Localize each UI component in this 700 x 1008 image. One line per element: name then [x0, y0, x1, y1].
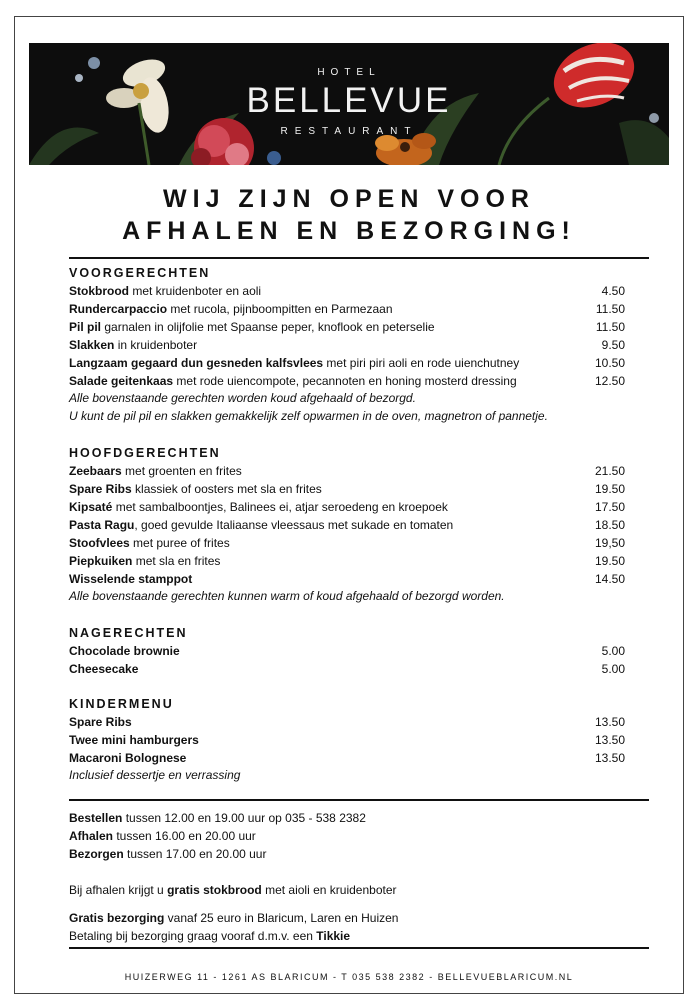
item-price: 5.00	[601, 644, 625, 658]
item-desc: in kruidenboter	[114, 338, 198, 352]
item-price: 9.50	[601, 338, 625, 352]
menu-item	[69, 661, 649, 678]
menu-item	[69, 283, 649, 300]
menu-item	[69, 714, 649, 731]
item-name: Spare Ribs	[69, 715, 132, 729]
headline-line-2: AFHALEN EN BEZORGING!	[122, 217, 576, 245]
item-price: 10.50	[594, 356, 625, 370]
brand-top-label: HOTEL	[317, 67, 381, 78]
item-desc: met groenten en frites	[121, 464, 242, 478]
section-title-voorgerechten: VOORGERECHTEN	[69, 266, 211, 280]
section-note: Alle bovenstaande gerechten worden koud afgehaald of bezorgd.	[69, 391, 416, 405]
menu-item	[69, 301, 649, 318]
divider-middle	[69, 799, 649, 801]
item-desc: met kruidenboter en aoli	[129, 284, 262, 298]
item-desc: met piri piri aoli en rode uienchutney	[323, 356, 520, 370]
item-price: 14.50	[594, 572, 625, 586]
item-name: Pil pil	[69, 320, 102, 334]
item-desc: , goed gevulde Italiaanse vleessaus met sukade en tomaten	[134, 518, 454, 532]
item-price: 13.50	[594, 751, 625, 765]
menu-item	[69, 517, 649, 534]
item-price: 18.50	[594, 518, 625, 532]
section-title-nagerechten: NAGERECHTEN	[69, 626, 188, 640]
item-desc: garnalen in olijfolie met Spaanse peper, knoflook en peterselie	[101, 320, 435, 334]
menu-item	[69, 319, 649, 336]
item-price: 21.50	[594, 464, 625, 478]
menu-item	[69, 535, 649, 552]
menu-item	[69, 463, 649, 480]
item-price: 19,50	[594, 536, 625, 550]
item-price: 19.50	[594, 482, 625, 496]
menu-item	[69, 481, 649, 498]
menu-item	[69, 571, 649, 588]
brand-bottom-label: RESTAURANT	[280, 126, 418, 137]
menu-item	[69, 337, 649, 354]
menu-page	[14, 16, 684, 994]
info-bestellen: Bestellen tussen 12.00 en 19.00 uur op 035 - 538 2382	[69, 811, 366, 825]
item-price: 17.50	[594, 500, 625, 514]
menu-item	[69, 750, 649, 767]
item-name: Cheesecake	[69, 662, 139, 676]
menu-item	[69, 355, 649, 372]
divider-top	[69, 257, 649, 259]
item-price: 13.50	[594, 715, 625, 729]
section-note: Alle bovenstaande gerechten kunnen warm of koud afgehaald of bezorgd worden.	[69, 589, 505, 603]
item-name: Salade geitenkaas	[69, 374, 174, 388]
section-note: Inclusief dessertje en verrassing	[69, 768, 241, 782]
item-name: Kipsaté	[69, 500, 113, 514]
item-desc: klassiek of oosters met sla en frites	[131, 482, 322, 496]
menu-item	[69, 732, 649, 749]
section-note: U kunt de pil pil en slakken gemakkelijk zelf opwarmen in de oven, magnetron of pannetje.	[69, 409, 548, 423]
item-name: Zeebaars	[69, 464, 122, 478]
item-price: 13.50	[594, 733, 625, 747]
menu-item	[69, 553, 649, 570]
menu-item	[69, 643, 649, 660]
item-price: 4.50	[601, 284, 625, 298]
section-title-kindermenu: KINDERMENU	[69, 697, 174, 711]
info-bezorgen: Bezorgen tussen 17.00 en 20.00 uur	[69, 847, 267, 861]
info-betaling: Betaling bij bezorging graag vooraf d.m.v. een Tikkie	[69, 929, 351, 943]
item-desc: met puree of frites	[129, 536, 230, 550]
item-desc: met sla en frites	[132, 554, 221, 568]
item-name: Chocolade brownie	[69, 644, 180, 658]
item-name: Rundercarpaccio	[69, 302, 168, 316]
item-desc: met rode uiencompote, pecannoten en honing mosterd dressing	[173, 374, 517, 388]
orange-flower	[375, 133, 436, 165]
item-price: 5.00	[601, 662, 625, 676]
item-name: Slakken	[69, 338, 115, 352]
header-banner	[29, 43, 669, 165]
item-price: 11.50	[595, 320, 625, 334]
item-name: Macaroni Bolognese	[69, 751, 187, 765]
info-stokbrood: Bij afhalen krijgt u gratis stokbrood met aioli en kruidenboter	[69, 883, 397, 897]
menu-item	[69, 373, 649, 390]
headline-line-1: WIJ ZIJN OPEN VOOR	[163, 185, 535, 213]
item-price: 11.50	[595, 302, 625, 316]
menu-item	[69, 499, 649, 516]
item-price: 12.50	[594, 374, 625, 388]
section-title-hoofdgerechten: HOOFDGERECHTEN	[69, 446, 221, 460]
item-name: Twee mini hamburgers	[69, 733, 199, 747]
brand-logo-name: BELLEVUE	[246, 81, 452, 120]
item-name: Piepkuiken	[69, 554, 133, 568]
item-desc: met rucola, pijnboompitten en Parmezaan	[167, 302, 393, 316]
info-afhalen: Afhalen tussen 16.00 en 20.00 uur	[69, 829, 256, 843]
item-name: Pasta Ragu	[69, 518, 135, 532]
info-gratis-bezorging: Gratis bezorging vanaf 25 euro in Blaricum, Laren en Huizen	[69, 911, 399, 925]
divider-bottom	[69, 947, 649, 949]
item-name: Langzaam gegaard dun gesneden kalfsvlees	[69, 356, 324, 370]
item-name: Wisselende stamppot	[69, 572, 193, 586]
item-desc: met sambalboontjes, Balinees ei, atjar seroedeng en kroepoek	[112, 500, 448, 514]
item-name: Stokbrood	[69, 284, 129, 298]
footer-address: HUIZERWEG 11 - 1261 AS BLARICUM - T 035 538 2382 - BELLEVUEBLARICUM.NL	[124, 972, 574, 982]
item-name: Spare Ribs	[69, 482, 132, 496]
item-price: 19.50	[594, 554, 625, 568]
item-name: Stoofvlees	[69, 536, 130, 550]
